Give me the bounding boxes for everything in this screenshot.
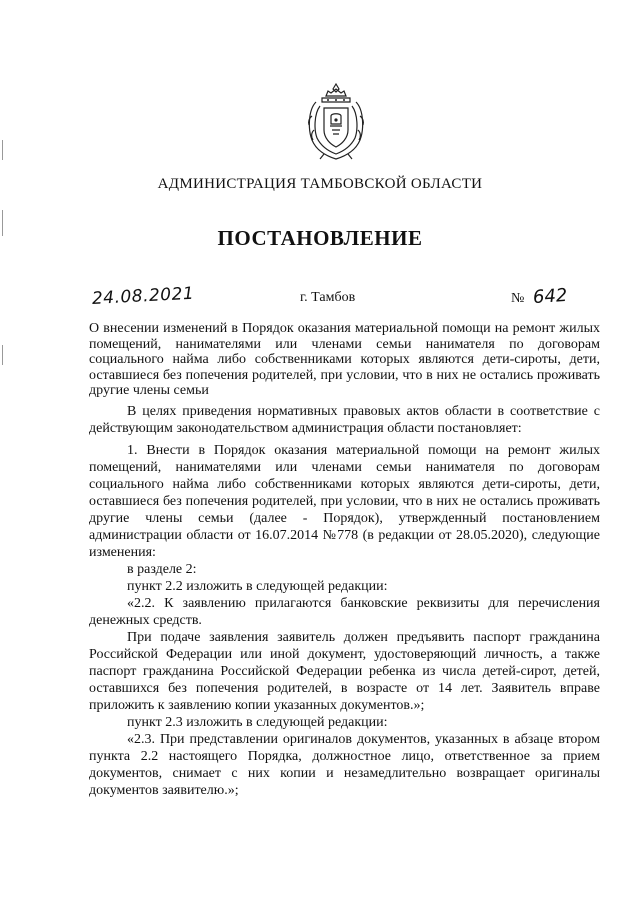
handwritten-date: 24.08.2021 [91, 283, 195, 309]
organization-name: АДМИНИСТРАЦИЯ ТАМБОВСКОЙ ОБЛАСТИ [157, 176, 483, 192]
tambov-coat-of-arms-emblem [302, 80, 370, 162]
body-paragraph: пункт 2.3 изложить в следующей редакции: [127, 715, 388, 730]
city-name: г. Тамбов [300, 290, 356, 305]
scan-margin-mark [2, 140, 3, 160]
resolution-body [89, 403, 600, 799]
document-type-heading: ПОСТАНОВЛЕНИЕ [217, 226, 423, 250]
body-paragraph: При подаче заявления заявитель должен предъявить паспорт гражданина Российской Федерации или иной документ, удостоверяющий личность, а также паспорт гражданина Российской Федерации ребенка из числа детей-сирот, детей, оставшихся без попечения родителей, в возрасте от 14 лет. Заявитель вправе приложить к заявлению копии указанных документов.»; [89, 630, 600, 713]
handwritten-number: 642 [532, 284, 569, 309]
body-paragraph: В целях приведения нормативных правовых актов области в соответствие с действующим законодательством администрация области постановляет: [89, 404, 600, 436]
number-label: № [511, 291, 525, 306]
body-paragraph: в разделе 2: [127, 562, 197, 577]
scan-margin-mark [2, 345, 3, 365]
body-paragraph: пункт 2.2 изложить в следующей редакции: [127, 579, 388, 594]
resolution-title: О внесении изменений в Порядок оказания материальной помощи на ремонт жилых помещений, нанимателями или членами семьи нанимателя по договорам социального найма либо собственниками которых являются дети-сироты, дети, оставшиеся без попечения родителей, при условии, что в них не остались проживать другие члены семьи [89, 321, 600, 398]
body-paragraph: «2.3. При представлении оригиналов документов, указанных в абзаце втором пункта 2.2 настоящего Порядка, должностное лицо, ответственное за прием документов, снимает с них копии и незамедлительно возвращает оригиналы документов заявителю.»; [89, 732, 600, 798]
body-paragraph: «2.2. К заявлению прилагаются банковские реквизиты для перечисления денежных средств. [89, 596, 600, 628]
body-paragraph: 1. Внести в Порядок оказания материальной помощи на ремонт жилых помещений, нанимателями или членами семьи нанимателя по договорам социального найма либо собственниками которых являются дети-сироты, дети, оставшиеся без попечения родителей, при условии, что в них не остались проживать другие члены семьи (далее - Порядок), утвержденный постановлением администрации области от 16.07.2014 №778 (в редакции от 28.05.2020), следующие изменения: [89, 443, 600, 560]
